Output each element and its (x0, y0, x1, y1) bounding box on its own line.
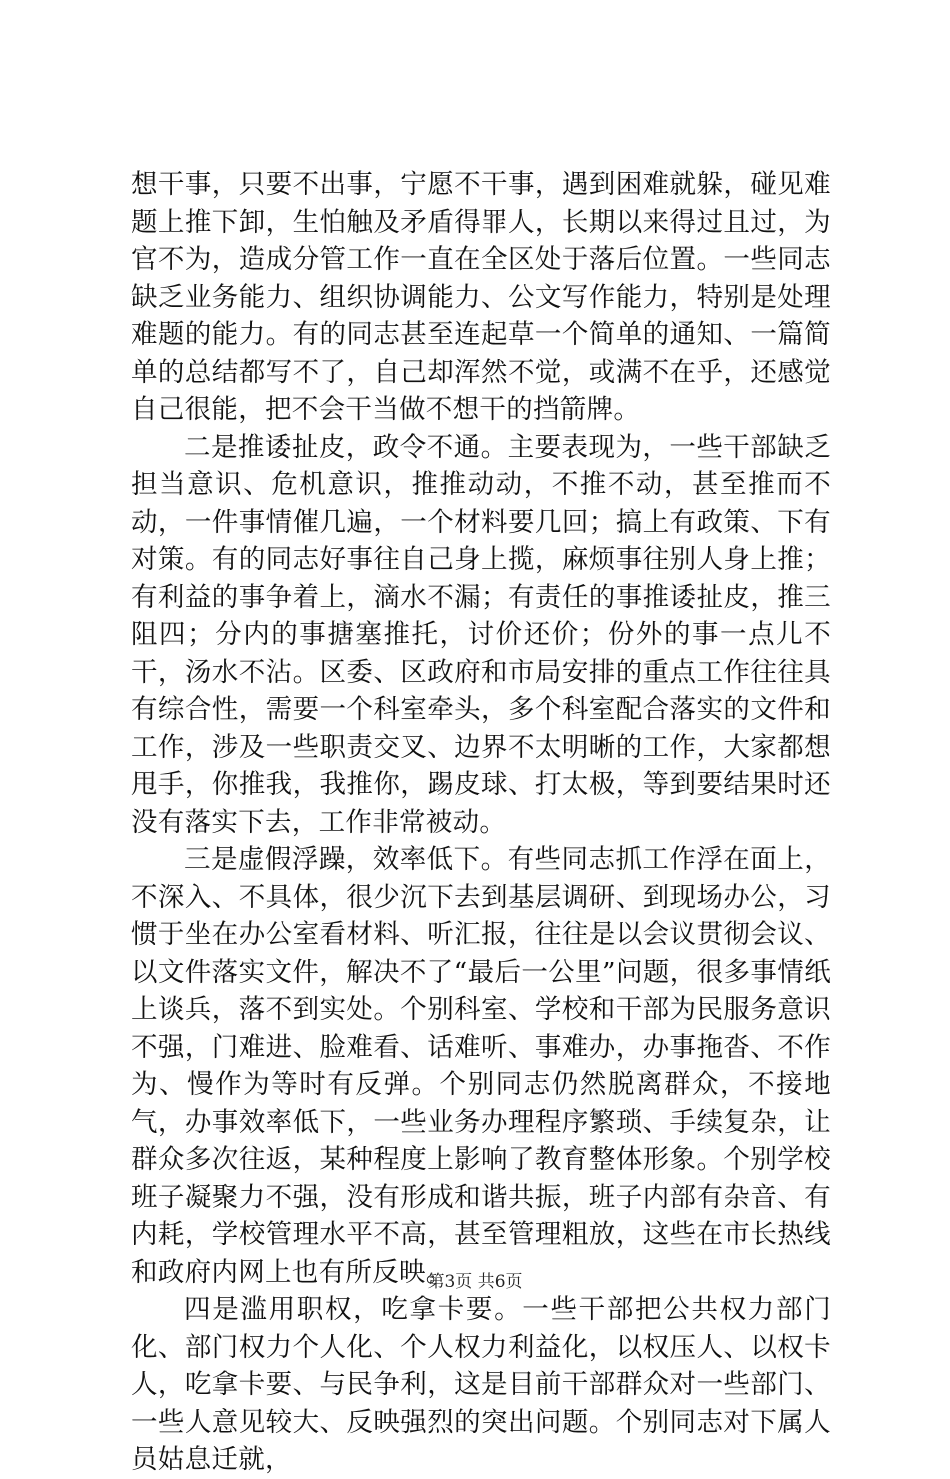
paragraph-section-3: 三是虚假浮躁，效率低下。有些同志抓工作浮在面上，不深入、不具体，很少沉下去到基层调研、到现场办公，习惯于坐在办公室看材料、听汇报，往往是以会议贯彻会议、以文件落实文件，解决不了“最后一公里”问题，很多事情纸上谈兵，落不到实处。个别科室、学校和干部为民服务意识不强，门难进、脸难看、话难听、事难办，办事拖沓、不作为、慢作为等时有反弹。个别同志仍然脱离群众，不接地气，办事效率低下，一些业务办理程序繁琐、手续复杂，让群众多次往返，某种程度上影响了教育整体形象。个别学校班子凝聚力不强，没有形成和谐共振，班子内部有杂音、有内耗，学校管理水平不高，甚至管理粗放，这些在市长热线和政府内网上也有所反映。 (131, 844, 831, 1288)
page-footer (0, 1271, 950, 1293)
paragraph-continuation: 想干事，只要不出事，宁愿不干事，遇到困难就躲，碰见难题上推下卸，生怕触及矛盾得罪人，长期以来得过且过，为官不为，造成分管工作一直在全区处于落后位置。一些同志缺乏业务能力、组织协调能力、公文写作能力，特别是处理难题的能力。有的同志甚至连起草一个简单的通知、一篇简单的总结都写不了，自己却浑然不觉，或满不在乎，还感觉自己很能，把不会干当做不想干的挡箭牌。 (131, 169, 831, 425)
paragraph-section-2: 二是推诿扯皮，政令不通。主要表现为，一些干部缺乏担当意识、危机意识，推推动动，不推不动，甚至推而不动，一件事情催几遍，一个材料要几回；搞上有政策、下有对策。有的同志好事往自己身上揽，麻烦事往别人身上推；有利益的事争着上，滴水不漏；有责任的事推诿扯皮，推三阻四；分内的事搪塞推托，讨价还价；份外的事一点儿不干，汤水不沾。区委、区政府和市局安排的重点工作往往具有综合性，需要一个科室牵头，多个科室配合落实的文件和工作，涉及一些职责交叉、边界不太明晰的工作，大家都想甩手，你推我，我推你，踢皮球、打太极，等到要结果时还没有落实下去，工作非常被动。 (131, 431, 831, 838)
page-number-label: 第3页 共6页 (427, 1272, 523, 1292)
paragraph-section-4: 四是滥用职权，吃拿卡要。一些干部把公共权力部门化、部门权力个人化、个人权力利益化，以权压人、以权卡人，吃拿卡要、与民争利，这是目前干部群众对一些部门、一些人意见较大、反映强烈的突出问题。个别同志对下属人员姑息迁就， (131, 1294, 831, 1475)
